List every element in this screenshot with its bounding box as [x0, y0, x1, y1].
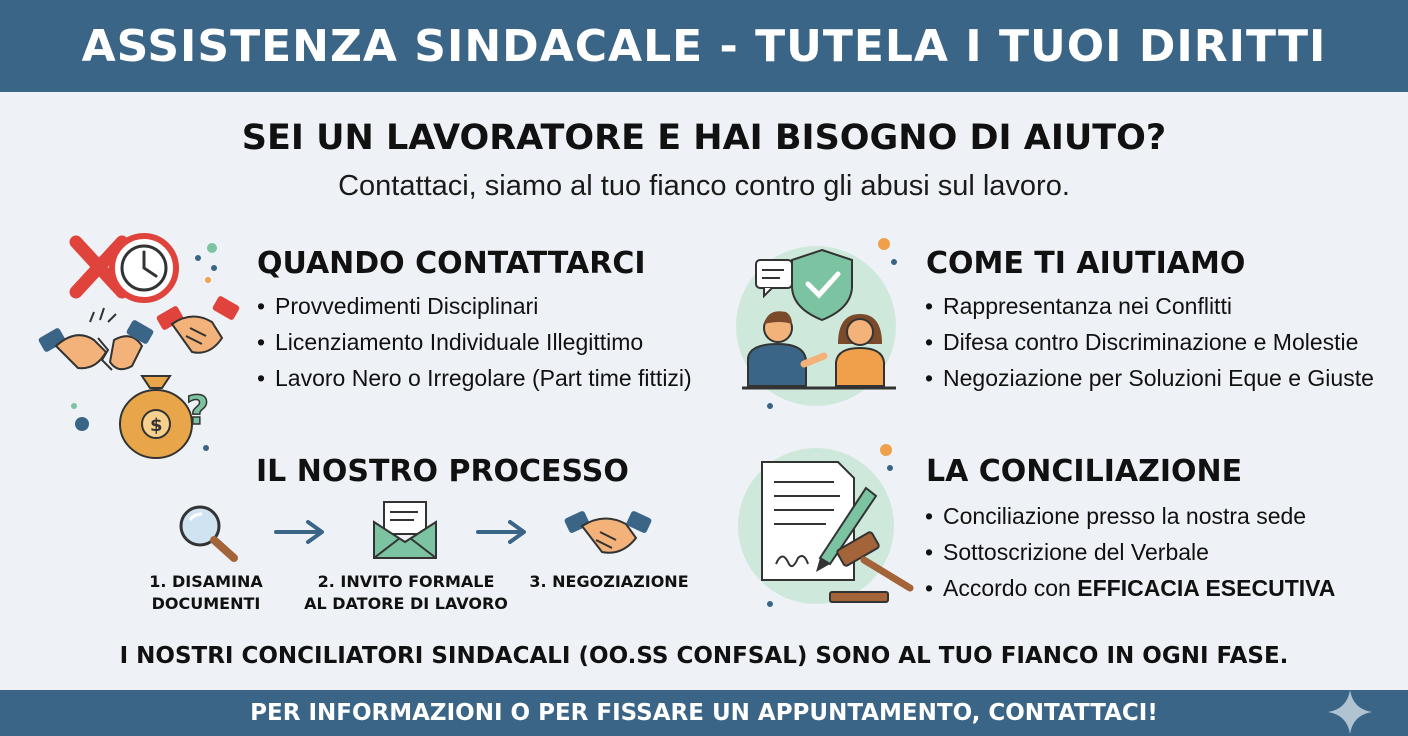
arrow-right-icon [272, 518, 328, 546]
sparkle-icon [1326, 688, 1374, 736]
svg-text:$: $ [150, 415, 163, 436]
money-bag-icon [120, 376, 192, 458]
list-item: • Lavoro Nero o Irregolare (Part time fittizi) [257, 365, 692, 391]
list-item: • Difesa contro Discriminazione e Molestie [925, 329, 1359, 355]
process-title: IL NOSTRO PROCESSO [256, 454, 629, 489]
how-list [925, 288, 1374, 396]
handshake-icon [156, 295, 241, 353]
clock-icon [112, 236, 176, 300]
when-list [257, 288, 692, 396]
footer-banner [0, 690, 1408, 736]
document-icon [762, 462, 854, 580]
svg-text:?: ? [186, 388, 210, 434]
emphasis-text: EFFICACIA ESECUTIVA [1077, 575, 1336, 601]
list-item: • Conciliazione presso la nostra sede [925, 503, 1307, 529]
list-item: • Accordo con EFFICACIA ESECUTIVA [925, 575, 1336, 601]
process-step-3: 3. NEGOZIAZIONE [529, 572, 689, 591]
conciliation-title: LA CONCILIAZIONE [926, 454, 1243, 489]
process-step-1: 1. DISAMINA DOCUMENTI [149, 572, 263, 613]
how-title: COME TI AIUTIAMO [926, 246, 1246, 281]
conciliation-list [925, 498, 1335, 606]
question-mark-icon [186, 388, 209, 434]
footer-cta: PER INFORMAZIONI O PER FISSARE UN APPUNTAMENTO, CONTATTACI! [250, 700, 1158, 726]
when-title: QUANDO CONTATTARCI [257, 246, 646, 281]
magnifier-icon [176, 502, 242, 564]
conciliation-illustration [734, 440, 914, 610]
envelope-icon [370, 498, 440, 562]
header-banner [0, 0, 1408, 92]
intro-subtitle: Contattaci, siamo al tuo fianco contro gli abusi sul lavoro. [338, 170, 1070, 202]
list-item: • Negoziazione per Soluzioni Eque e Giuste [925, 365, 1374, 391]
page-title: ASSISTENZA SINDACALE - TUTELA I TUOI DIRITTI [81, 20, 1327, 72]
arrow-right-icon [474, 518, 530, 546]
how-illustration [734, 234, 904, 414]
handshake-icon [564, 504, 654, 560]
list-item: • Sottoscrizione del Verbale [925, 539, 1209, 565]
list-item: • Provvedimenti Disciplinari [257, 293, 539, 319]
list-item: • Rappresentanza nei Conflitti [925, 293, 1232, 319]
when-illustration [36, 228, 246, 464]
bottom-statement: I NOSTRI CONCILIATORI SINDACALI (OO.SS CONFSAL) SONO AL TUO FIANCO IN OGNI FASE. [119, 643, 1289, 669]
process-step-2: 2. INVITO FORMALE AL DATORE DI LAVORO [304, 572, 508, 613]
broken-handshake-icon [38, 308, 155, 370]
intro-question: SEI UN LAVORATORE E HAI BISOGNO DI AIUTO? [241, 118, 1167, 158]
list-item: • Licenziamento Individuale Illegittimo [257, 329, 644, 355]
